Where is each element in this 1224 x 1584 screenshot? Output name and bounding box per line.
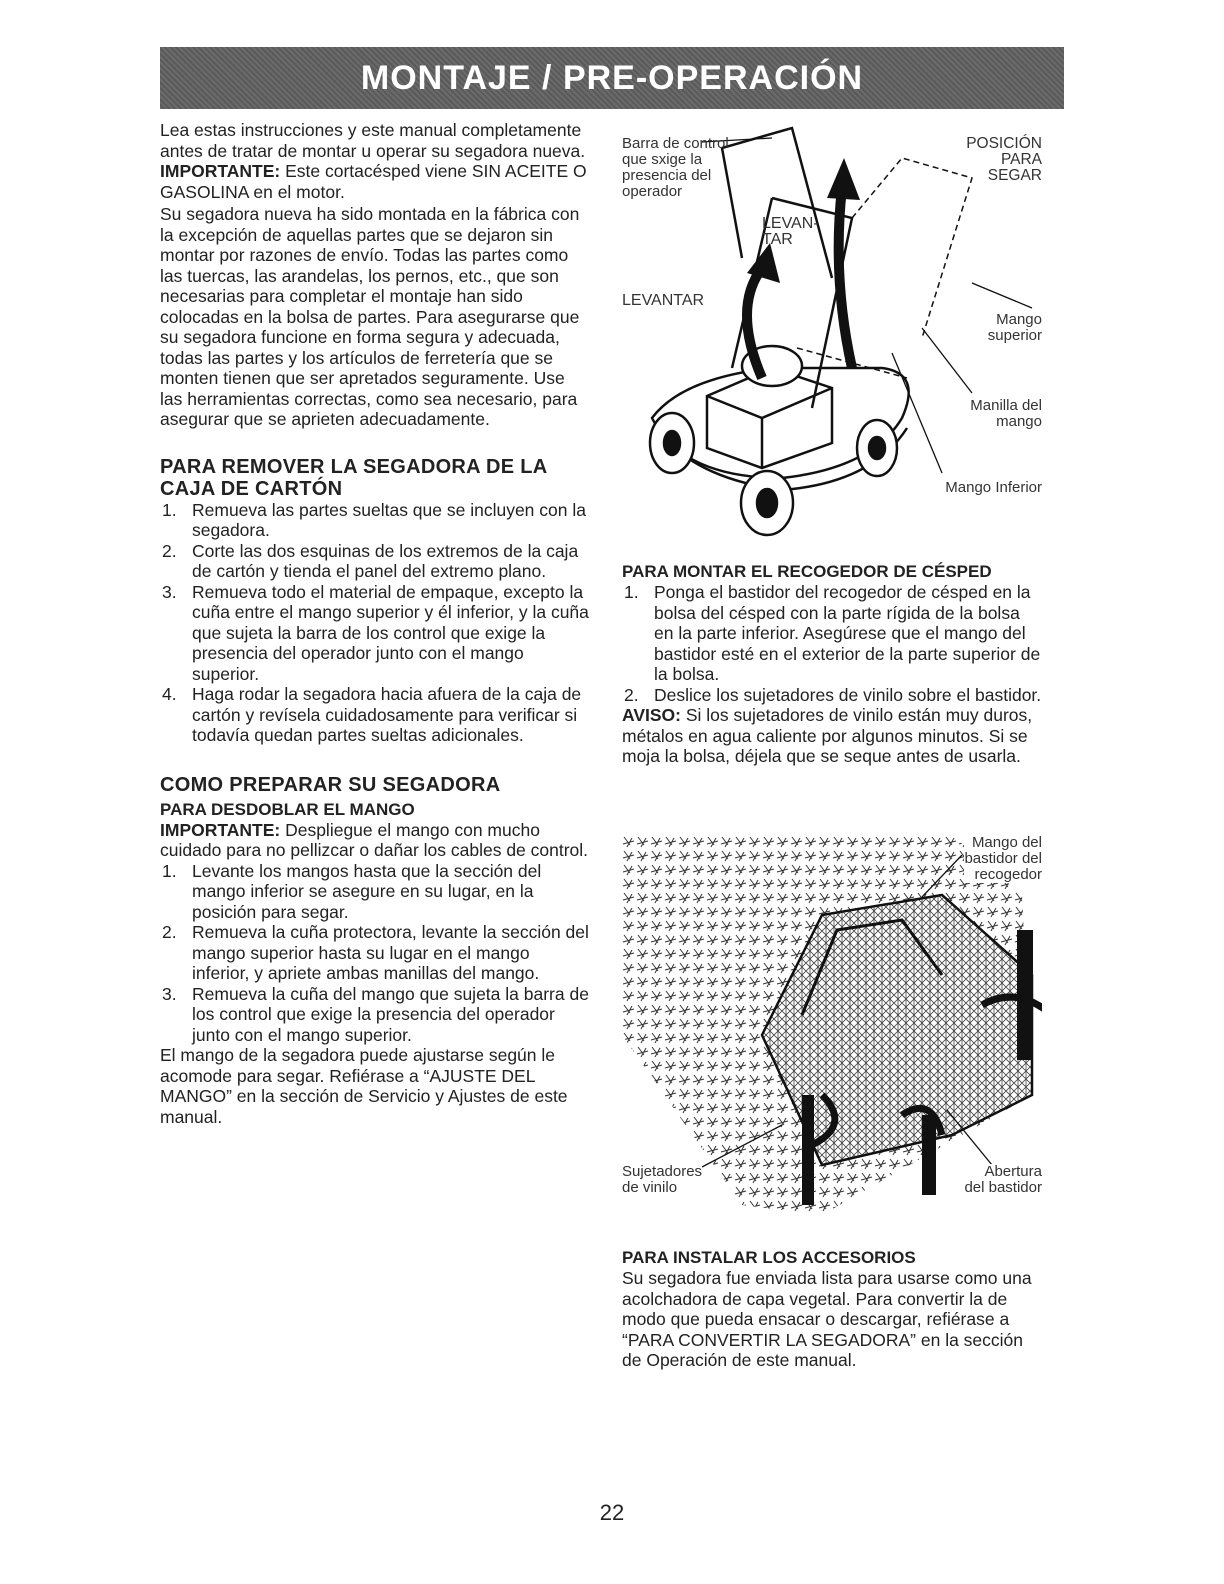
important-text: Este cortacésped viene SIN ACEITE O GASOLINA en el motor. [160,161,587,202]
list-item: 3. Remueva la cuña del mango que sujeta la barra de los control que exige la presencia del operador junto con el mango superior. [162,983,589,1045]
list-item: 2. Remueva la cuña protectora, levante la sección del mango superior hasta su lugar en el mango inferior, y apriete ambas manillas del mango. [162,922,589,983]
page-title: MONTAJE / PRE-OPERACIÓN [360,58,864,97]
vinyl-clips-label: Sujetadores de vinilo [622,1163,703,1196]
catcher-handle-label: Mango del bastidor del recogedor [964,834,1042,883]
list-item: 3. Remueva todo el material de empaque, excepto la cuña entre el mango superior y él inferior, y la cuña que sujeta la barra de los control que exige la presencia del operador junto con el mango superior. [162,581,589,684]
page-number: 22 [599,1500,625,1525]
assembly-paragraph: Su segadora nueva ha sido montada en la fábrica con la excepción de aquellas partes que se dejaron sin montar por razones de envío. Todas las partes como las tuercas, las arandelas, los pernos, etc., que son necesarias para completar el montaje han sido colocadas en la bolsa de partes. Para asegurarse que su segadora funcione en forma segura y adecuada, todas las partes y los artículos de ferretería que se monten tienen que ser apretados seguramente. Use las herramientas correctas, como sea necesario, para asegurar que se aprieten adecuadamente. [160,204,580,429]
important-note [160,161,590,202]
frame-opening-label: Abertura del bastidor [964,1163,1042,1196]
prepare-important: IMPORTANTE: Despliegue el mango con mucho cuidado para no pellizcar o dañar los cables de control. [160,819,589,860]
list-item: 1. Remueva las partes sueltas que se incluyen con la segadora. [162,499,586,540]
list-item: 2. Corte las dos esquinas de los extremos de la caja de cartón y tienda el panel del extremo plano. [162,540,579,581]
remove-heading: PARA REMOVER LA SEGADORA DE LA CAJA DE CARTÓN [160,455,547,500]
lift-label-top: LEVAN- TAR [762,215,819,248]
unfold-subheading: PARA DESDOBLAR EL MANGO [160,799,415,819]
intro-paragraph: Lea estas instrucciones y este manual completamente antes de tratar de montar u operar su segadora nueva. [160,120,586,161]
left-column [160,120,590,1127]
handle-knob-label: Manilla del mango [970,397,1042,430]
list-item: 2. Deslice los sujetadores de vinilo sobre el bastidor. [624,684,1042,705]
aviso-note: AVISO: Si los sujetadores de vinilo están muy duros, métalos en agua caliente por algunos minutos. Si se moja la bolsa, déjela que se seque antes de usarla. [622,705,1033,766]
prepare-heading: COMO PREPARAR SU SEGADORA [160,773,501,796]
grass-catcher-figure [622,835,1042,1215]
collector-steps [622,582,1042,705]
list-item: 1. Levante los mangos hasta que la sección del mango inferior se asegure en su lugar, en la posición para segar. [162,860,542,922]
accessories-text: Su segadora fue enviada lista para usarse como una acolchadora de capa vegetal. Para convertir la de modo que pueda ensacar o descargar, refiérase a “PARA CONVERTIR LA SEGADORA” en la sección de Operación de este manual. [622,1268,1032,1370]
handle-adjust-paragraph: El mango de la segadora puede ajustarse según le acomode para segar. Refiérase a “AJUSTE DEL MANGO” en la sección de Servicio y Ajustes de este manual. [160,1045,568,1127]
prepare-steps [160,861,590,1046]
mower-figure [622,118,1042,538]
lower-handle-label: Mango Inferior [945,479,1042,496]
list-item: 4. Haga rodar la segadora hacia afuera de la caja de cartón y revísela cuidadosamente para verificar si todavía quedan partes sueltas adicionales. [162,684,582,745]
grass-catcher-illustration [622,835,1042,1215]
list-item: 1. Ponga el bastidor del recogedor de césped en la bolsa del césped con la parte rígida de la bolsa en la parte inferior. Asegúrese que el mango del bastidor esté en el exterior de la parte superior de la bolsa. [624,582,1041,684]
control-bar-label: Barra de control que sxige la presencia del operador [622,135,729,200]
collector-heading: PARA MONTAR EL RECOGEDOR DE CÉSPED [622,562,992,581]
section-banner [160,47,1064,109]
mowing-position-label: POSICIÓN PARA SEGAR [966,135,1042,184]
accessories-section [622,1248,1042,1371]
lift-label: LEVANTAR [622,292,705,309]
collector-section [622,562,1042,767]
upper-handle-label: Mango superior [987,311,1042,344]
important-label: IMPORTANTE: [160,161,281,181]
remove-steps [160,500,590,746]
accessories-heading: PARA INSTALAR LOS ACCESORIOS [622,1248,916,1267]
